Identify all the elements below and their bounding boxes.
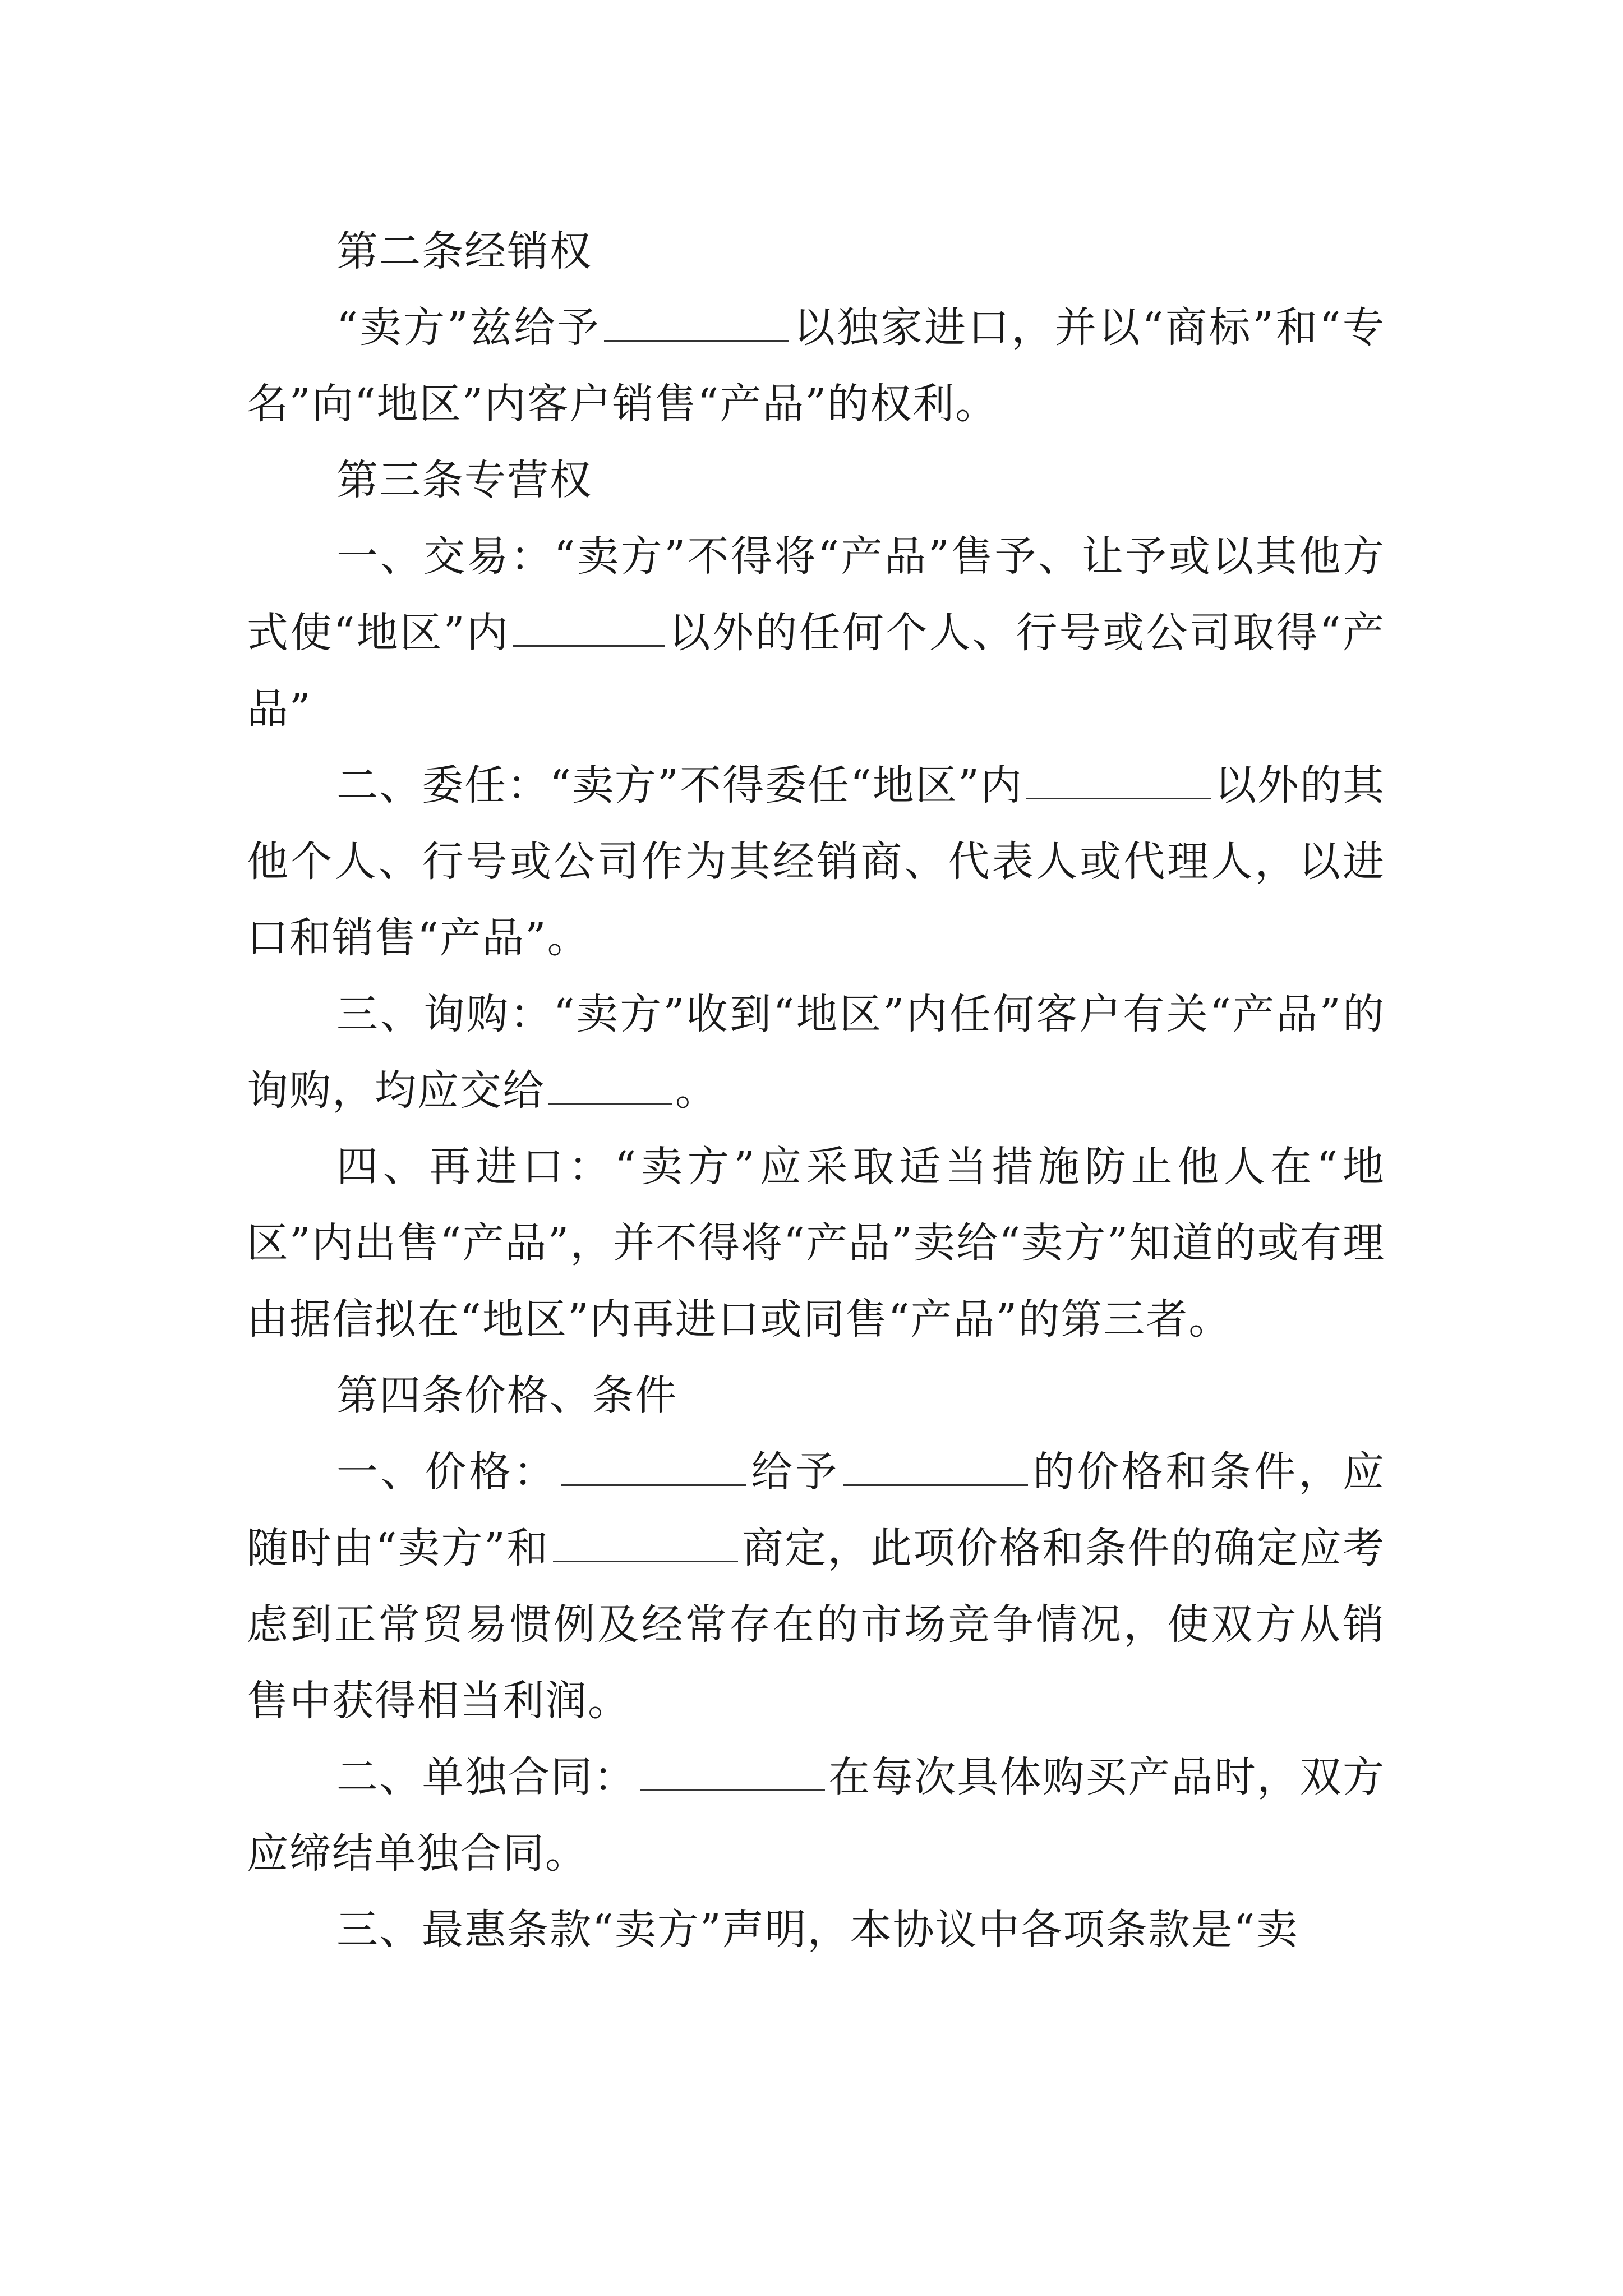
text-segment: 二、单独合同：	[336, 1753, 637, 1801]
fill-in-blank	[553, 1521, 738, 1562]
article-3-inquiry-clause	[247, 976, 1385, 1129]
text-segment: 在每次具体购买产品时，双方应缔结单独合同。	[247, 1753, 1386, 1878]
article-3-trade-clause	[247, 518, 1385, 747]
article-3-heading: 第三条专营权	[336, 456, 592, 504]
text-segment: 以外的任何个人、行号或公司取得“产品”	[247, 609, 1385, 733]
text-segment: 以外的其他个人、行号或公司作为其经销商、代表人或代理人，以进口和销售“产品”。	[247, 761, 1385, 962]
article-4-separate-contract-clause	[247, 1739, 1385, 1892]
fill-in-blank	[513, 606, 665, 647]
text-segment: 的价格和条件，应随时由“卖方”和	[247, 1448, 1385, 1572]
article-4-most-favored-clause: 三、最惠条款“卖方”声明，本协议中各项条款是“卖	[336, 1906, 1299, 1954]
fill-in-blank	[561, 1445, 746, 1486]
document-body	[247, 213, 1385, 1968]
text-segment: 以独家进口，并以“商标”和“专名”向“地区”内客户销售“产品”的权利。	[247, 303, 1385, 428]
article-2-heading: 第二条经销权	[336, 227, 592, 275]
text-segment: 一、交易：“卖方”不得将“产品”售予、让予或以其他方式使“地区”内	[247, 532, 1385, 657]
fill-in-blank	[1026, 758, 1211, 799]
article-4-price-clause	[247, 1434, 1385, 1739]
text-segment: 三、询购：“卖方”收到“地区”内任何客户有关“产品”的询购，均应交给	[247, 990, 1385, 1115]
text-segment: 给予	[749, 1448, 840, 1496]
article-3-reimport-clause: 四、再进口：“卖方”应采取适当措施防止他人在“地区”内出售“产品”，并不得将“产品”卖给“卖方”知道的或有理由据信拟在“地区”内再进口或同售“产品”的第三者。	[247, 1143, 1385, 1343]
fill-in-blank	[843, 1445, 1028, 1486]
fill-in-blank	[604, 301, 789, 342]
text-segment: “卖方”兹给予	[336, 303, 601, 352]
text-segment: 。	[675, 1066, 718, 1115]
article-4-heading: 第四条价格、条件	[336, 1372, 677, 1420]
article-3-appointment-clause	[247, 747, 1385, 976]
fill-in-blank	[548, 1064, 672, 1105]
article-2-paragraph	[247, 289, 1385, 442]
fill-in-blank	[640, 1750, 825, 1791]
text-segment: 商定，此项价格和条件的确定应考虑到正常贸易惯例及经常存在的市场竞争情况，使双方从销售中获得相当利润。	[247, 1524, 1385, 1725]
text-segment: 二、委任：“卖方”不得委任“地区”内	[336, 761, 1023, 809]
text-segment: 一、价格：	[336, 1448, 558, 1496]
